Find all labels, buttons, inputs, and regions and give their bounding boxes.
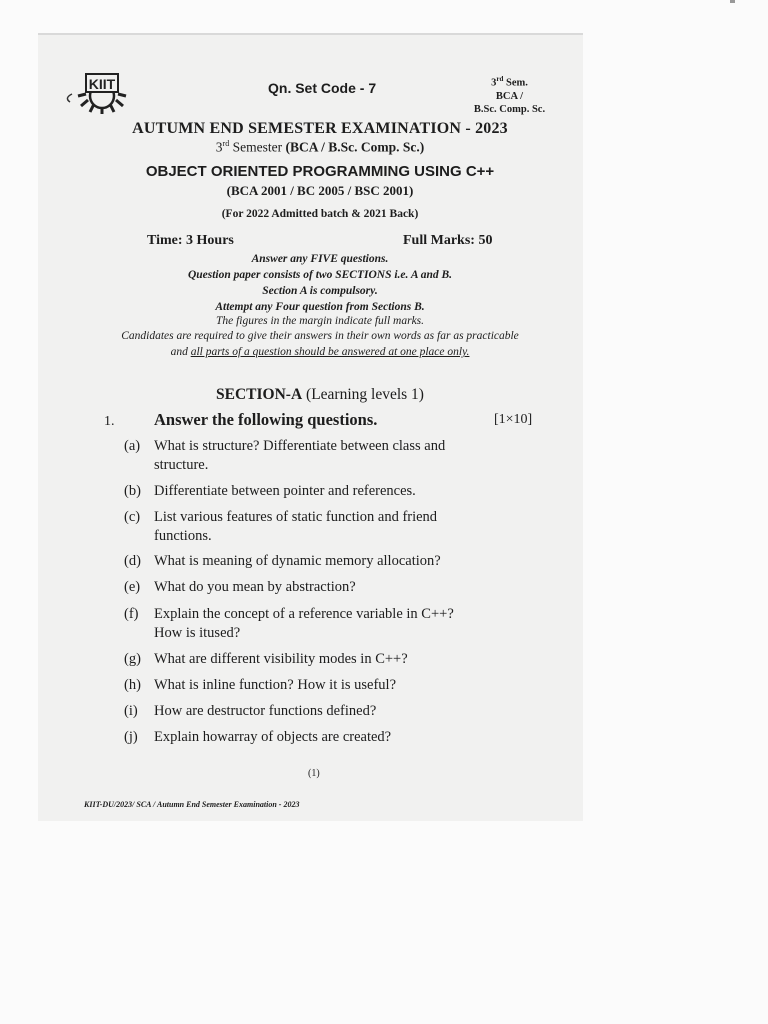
course-codes: (BCA 2001 / BC 2005 / BSC 2001)	[226, 183, 414, 198]
footer-text: KIIT-DU/2023/ SCA / Autumn End Semester Examination - 2023	[84, 800, 300, 809]
list-item: (f) Explain the concept of a reference variable in C++? How is itused?	[124, 606, 454, 641]
list-item: (a) What is structure? Differentiate between class and structure.	[124, 438, 446, 473]
kiit-logo	[60, 70, 144, 116]
semester-line: 3rd Semester (BCA / B.Sc. Comp. Sc.)	[215, 139, 425, 155]
instruction-3: Section A is compulsory.	[262, 285, 378, 297]
list-item: (e) What do you mean by abstraction?	[124, 579, 356, 595]
program-line-1: BCA /	[495, 90, 524, 102]
subject-title: OBJECT ORIENTED PROGRAMMING USING C++	[145, 163, 495, 180]
list-item: (g) What are different visibility modes in C++?	[124, 651, 408, 667]
list-item: (i) How are destructor functions defined?	[124, 703, 377, 719]
list-item: (c) List various features of static function and friend functions.	[124, 509, 438, 544]
page-number: (1)	[308, 768, 320, 779]
list-item: (b) Differentiate between pointer and references.	[124, 483, 416, 499]
program-line-2: B.Sc. Comp. Sc.	[473, 103, 546, 115]
instruction-1: Answer any FIVE questions.	[251, 253, 389, 265]
question-number: 1.	[104, 414, 115, 429]
batch-info: (For 2022 Admitted batch & 2021 Back)	[221, 208, 419, 220]
section-a-title: SECTION-A (Learning levels 1)	[216, 386, 424, 403]
exam-title: AUTUMN END SEMESTER EXAMINATION - 2023	[132, 120, 508, 137]
instruction-4: Attempt any Four question from Sections B.	[215, 301, 425, 313]
semester-label: 3rd Sem.	[491, 75, 528, 89]
scan-speck	[730, 0, 735, 3]
full-marks: Full Marks: 50	[403, 233, 493, 248]
logo-text: KIIT	[88, 76, 116, 92]
semester-program-box	[472, 73, 547, 116]
list-item: (h) What is inline function? How it is useful?	[124, 677, 397, 693]
question-heading: Answer the following questions.	[154, 410, 378, 429]
question-marks: [1×10]	[494, 412, 533, 427]
instruction-6: Candidates are required to give their answers in their own words as far as practicable	[121, 330, 519, 342]
instruction-7: and all parts of a question should be answered at one place only.	[170, 346, 470, 358]
question-set-code: Qn. Set Code - 7	[268, 80, 377, 96]
list-item: (d) What is meaning of dynamic memory allocation?	[124, 553, 441, 569]
instruction-5: The figures in the margin indicate full marks.	[215, 315, 425, 327]
exam-time: Time: 3 Hours	[147, 233, 234, 248]
instruction-2: Question paper consists of two SECTIONS i.e. A and B.	[187, 269, 453, 281]
paper-edge	[38, 33, 583, 35]
list-item: (j) Explain howarray of objects are created?	[124, 729, 392, 745]
